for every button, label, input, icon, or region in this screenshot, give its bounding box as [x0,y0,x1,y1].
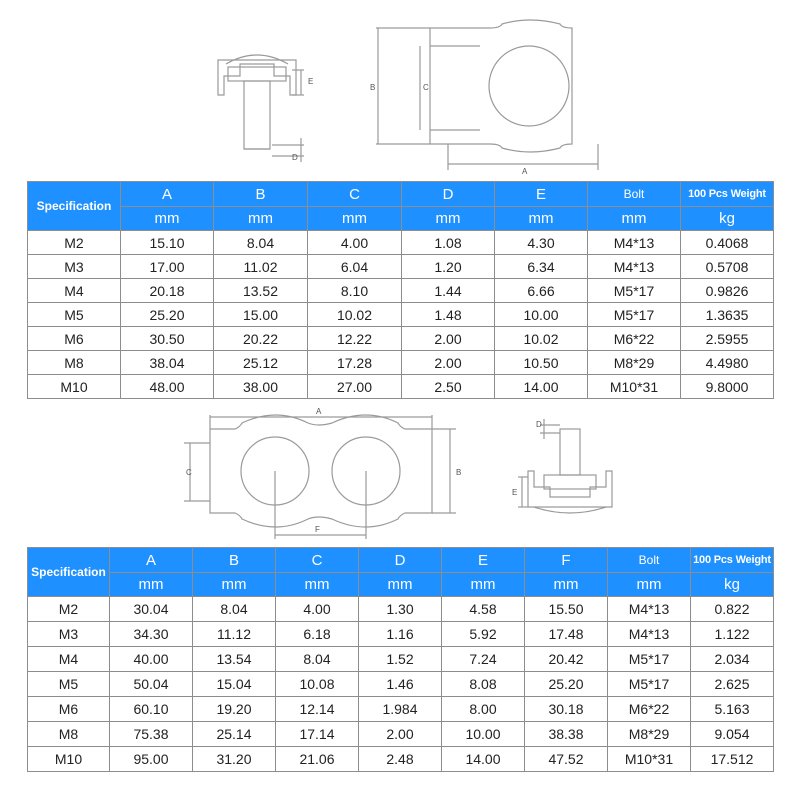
table-row [28,255,774,279]
value-cell: 1.20 [402,255,495,279]
dim-label-b: B [370,83,376,92]
value-cell: M4*13 [588,255,681,279]
value-cell: 4.00 [276,597,359,622]
value-cell: 75.38 [110,722,193,747]
value-cell: M8*29 [588,351,681,375]
value-cell: 14.00 [442,747,525,772]
unit-d: mm [402,207,495,231]
unit2-b: mm [193,573,276,597]
dim2-label-d: D [536,420,542,429]
value-cell: 4.58 [442,597,525,622]
table-row [28,231,774,255]
value-cell: 2.00 [402,351,495,375]
value-cell: 8.08 [442,672,525,697]
value-cell: 20.22 [214,327,308,351]
spec-cell: M2 [28,231,121,255]
value-cell: M5*17 [588,303,681,327]
value-cell: 10.02 [495,327,588,351]
dim2-label-b: B [456,468,462,477]
table-row [28,622,774,647]
value-cell: 15.50 [525,597,608,622]
value-cell: 8.04 [214,231,308,255]
header-specification: Specification [28,182,121,231]
unit2-d: mm [359,573,442,597]
header2-col-e: E [442,548,525,573]
value-cell: 21.06 [276,747,359,772]
value-cell: 38.38 [525,722,608,747]
dim-label-c: C [423,83,429,92]
spec-cell: M4 [28,647,110,672]
value-cell: 10.50 [495,351,588,375]
value-cell: M6*22 [608,697,691,722]
value-cell: 1.984 [359,697,442,722]
table-row [28,722,774,747]
value-cell: 27.00 [308,375,402,399]
value-cell: 2.00 [359,722,442,747]
value-cell: M4*13 [588,231,681,255]
unit-e: mm [495,207,588,231]
unit-weight: kg [681,207,774,231]
value-cell: 1.44 [402,279,495,303]
spec-cell: M8 [28,722,110,747]
value-cell: 25.20 [525,672,608,697]
value-cell: 1.30 [359,597,442,622]
value-cell: 5.163 [691,697,774,722]
spec-cell: M6 [28,697,110,722]
value-cell: 31.20 [193,747,276,772]
spec-cell: M4 [28,279,121,303]
table-row [28,375,774,399]
value-cell: 19.20 [193,697,276,722]
table-row [28,279,774,303]
value-cell: 0.822 [691,597,774,622]
value-cell: 0.4068 [681,231,774,255]
value-cell: 17.512 [691,747,774,772]
value-cell: 2.00 [402,327,495,351]
unit-b: mm [214,207,308,231]
value-cell: 47.52 [525,747,608,772]
value-cell: 20.18 [121,279,214,303]
spec-cell: M3 [28,255,121,279]
value-cell: 7.24 [442,647,525,672]
value-cell: 95.00 [110,747,193,772]
value-cell: 30.04 [110,597,193,622]
unit2-e: mm [442,573,525,597]
value-cell: 10.08 [276,672,359,697]
value-cell: 9.054 [691,722,774,747]
value-cell: 12.14 [276,697,359,722]
value-cell: 5.92 [442,622,525,647]
value-cell: 2.48 [359,747,442,772]
value-cell: M4*13 [608,597,691,622]
header-col-weight: 100 Pcs Weight [681,182,774,207]
header-col-a: A [121,182,214,207]
value-cell: 25.12 [214,351,308,375]
unit2-a: mm [110,573,193,597]
spec-cell: M5 [28,303,121,327]
unit2-bolt: mm [608,573,691,597]
value-cell: 50.04 [110,672,193,697]
value-cell: 1.16 [359,622,442,647]
dim-label-a: A [522,167,528,176]
header2-col-a: A [110,548,193,573]
value-cell: 6.66 [495,279,588,303]
value-cell: 17.28 [308,351,402,375]
value-cell: 13.52 [214,279,308,303]
table1-body [28,231,774,399]
value-cell: M8*29 [608,722,691,747]
spec-cell: M6 [28,327,121,351]
double-clamp-side-view [510,415,630,525]
single-clamp-front-view [360,18,620,178]
value-cell: 11.02 [214,255,308,279]
spec-cell: M2 [28,597,110,622]
single-clamp-side-view [200,40,340,170]
single-clamp-spec-table [27,181,774,399]
value-cell: M5*17 [588,279,681,303]
value-cell: 11.12 [193,622,276,647]
spec-cell: M10 [28,747,110,772]
value-cell: 20.42 [525,647,608,672]
dim-label-d: D [292,153,298,162]
spec-cell: M10 [28,375,121,399]
value-cell: 9.8000 [681,375,774,399]
table2-body [28,597,774,772]
value-cell: 8.04 [193,597,276,622]
value-cell: 2.625 [691,672,774,697]
header2-col-c: C [276,548,359,573]
header-col-bolt: Bolt [588,182,681,207]
value-cell: 17.14 [276,722,359,747]
unit2-weight: kg [691,573,774,597]
value-cell: 6.04 [308,255,402,279]
value-cell: 40.00 [110,647,193,672]
value-cell: 4.00 [308,231,402,255]
value-cell: 0.9826 [681,279,774,303]
value-cell: 30.50 [121,327,214,351]
value-cell: 38.04 [121,351,214,375]
spec-cell: M5 [28,672,110,697]
value-cell: 38.00 [214,375,308,399]
value-cell: 15.00 [214,303,308,327]
value-cell: 1.48 [402,303,495,327]
value-cell: 2.034 [691,647,774,672]
value-cell: 17.00 [121,255,214,279]
dim2-label-c: C [186,468,192,477]
value-cell: 1.122 [691,622,774,647]
unit-c: mm [308,207,402,231]
value-cell: 48.00 [121,375,214,399]
value-cell: 10.02 [308,303,402,327]
value-cell: M4*13 [608,622,691,647]
value-cell: 1.52 [359,647,442,672]
value-cell: 4.30 [495,231,588,255]
value-cell: 1.3635 [681,303,774,327]
table-row [28,647,774,672]
value-cell: M5*17 [608,672,691,697]
header2-col-f: F [525,548,608,573]
unit-a: mm [121,207,214,231]
header2-specification: Specification [28,548,110,597]
header-col-c: C [308,182,402,207]
header2-col-d: D [359,548,442,573]
value-cell: M6*22 [588,327,681,351]
value-cell: 30.18 [525,697,608,722]
value-cell: 60.10 [110,697,193,722]
value-cell: 0.5708 [681,255,774,279]
table-row [28,672,774,697]
table-row [28,303,774,327]
double-clamp-front-view [180,405,480,545]
value-cell: 15.04 [193,672,276,697]
value-cell: 12.22 [308,327,402,351]
unit-bolt: mm [588,207,681,231]
value-cell: 10.00 [495,303,588,327]
header-col-b: B [214,182,308,207]
value-cell: 10.00 [442,722,525,747]
table-row [28,747,774,772]
unit2-f: mm [525,573,608,597]
double-clamp-spec-table [27,547,774,772]
spec-cell: M3 [28,622,110,647]
value-cell: 34.30 [110,622,193,647]
table-row [28,697,774,722]
value-cell: 1.46 [359,672,442,697]
value-cell: 2.5955 [681,327,774,351]
dim2-label-f: F [315,525,320,534]
value-cell: 15.10 [121,231,214,255]
value-cell: 8.04 [276,647,359,672]
value-cell: 6.18 [276,622,359,647]
value-cell: 25.14 [193,722,276,747]
dim2-label-e: E [512,488,518,497]
header2-col-bolt: Bolt [608,548,691,573]
value-cell: 8.00 [442,697,525,722]
value-cell: 6.34 [495,255,588,279]
value-cell: 14.00 [495,375,588,399]
table-row [28,597,774,622]
table-row [28,351,774,375]
value-cell: M10*31 [608,747,691,772]
value-cell: 17.48 [525,622,608,647]
unit2-c: mm [276,573,359,597]
table-row [28,327,774,351]
value-cell: M10*31 [588,375,681,399]
header-col-d: D [402,182,495,207]
value-cell: M5*17 [608,647,691,672]
value-cell: 13.54 [193,647,276,672]
header2-col-weight: 100 Pcs Weight [691,548,774,573]
dim2-label-a: A [316,407,322,416]
dim-label-e: E [308,77,314,86]
value-cell: 2.50 [402,375,495,399]
value-cell: 8.10 [308,279,402,303]
header2-col-b: B [193,548,276,573]
header-col-e: E [495,182,588,207]
value-cell: 1.08 [402,231,495,255]
value-cell: 4.4980 [681,351,774,375]
spec-cell: M8 [28,351,121,375]
value-cell: 25.20 [121,303,214,327]
